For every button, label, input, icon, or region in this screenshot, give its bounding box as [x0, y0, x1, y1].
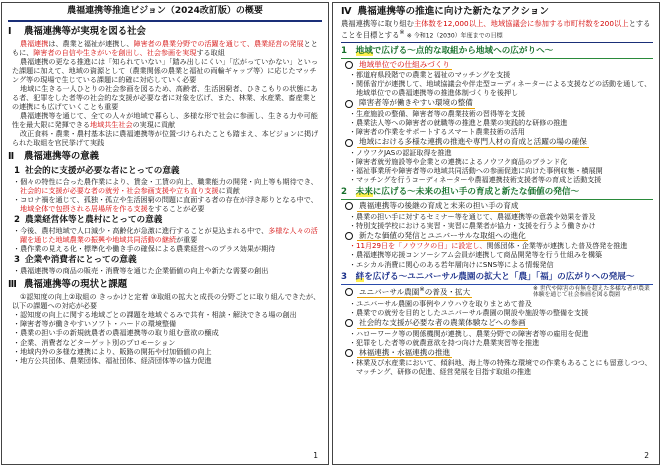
list-item: ・コロナ禍を通じて、孤独・孤立や生活困窮の問題に直面する者の存在が浮き彫りとなる中で、地域全体で包摂される居場所を作る支援をすることが必要 [13, 194, 318, 213]
subheading: 農福連携等の後継の育成と未来の担い手の育成 [345, 201, 653, 212]
paragraph: 農福連携の更なる推進には「知られていない」「踏み出しにくい」「広がっていかない」といった課題に加えて、地域の資源として（農業関係の農業と福祉の両輪ギャップ等）に応じたマッチング等の現場で生じている課題に的確に対応していく必要 [12, 56, 318, 84]
list-item: ・福祉事業所や障害者等の地域共同活動への参画促進に向けた事例収集・横展開 [349, 165, 603, 175]
list-item: ・農業の担い手に対するセミナー等を通じて、農福連携等の意義や効果を普及 [349, 211, 596, 221]
circle-icon [345, 288, 353, 296]
list-item: ・農業の担い手の新規就農者の農福連携等の取り組む意欲の醸成 [13, 328, 219, 338]
list-item: ・犯罪をした者等の就農意欲を持つ向けた農業実習等を推進 [349, 337, 540, 347]
list-item: ・地方公共団体、農業団体、福祉団体、経済団体等の協力促進 [13, 355, 212, 365]
section-heading-3: Ⅲ 農福連携等の現状と課題 [8, 279, 128, 291]
circle-icon [345, 202, 353, 210]
list-item: ・障害者就労施設等や企業との連携によるノウフク商品のブランド化 [349, 156, 568, 166]
list-item: ・エシカル消費に関心のある若年層向けにSNS等による情報発信 [349, 259, 554, 269]
bullet-list [349, 70, 653, 97]
subheading: 社会的な支援が必要な者の農業体験などへの参画 [345, 318, 653, 329]
subheading: ユニバーサル農園※の普及・拡大 ※ 世代や障害の有無を超えた多様な者が農業体験を通じて社会参画を図る農園 [345, 286, 653, 299]
footnote: ※ 世代や障害の有無を超えた多様な者が農業体験を通じて社会参画を図る農園 [533, 285, 650, 299]
page-left [1, 2, 329, 465]
section-heading-1: Ⅰ 農福連携等が実現を図る社会 [8, 25, 146, 37]
list-item: ・マッチングを行うコーディネーターや農福連携技術支援者等の育成と活動支援 [349, 174, 602, 184]
list-item: ・ノウフクJASの認証取得を推進 [349, 147, 452, 157]
list-item: ・個々の特性に合った農作業により、賃金・工賃の向上、職業能力の開発・向上等も期待でき、社会的に支援が必要な者の就労・社会参画支援や立ち直り支援に貢献 [13, 176, 318, 195]
subheading: 林福連携・水福連携の推進 [345, 348, 653, 359]
subheading: 新たな価値の発信とユニバーサルな取組への進化 [345, 231, 653, 242]
subheading: 1 社会的に支援が必要な者にとっての意義 [14, 165, 180, 176]
list-item: ・今後、農村地域で人口減少・高齢化が急激に進行することが見込まれる中で、多様な人々の活躍を通じた地域農業の振興や地域共同活動の継続が重要 [13, 225, 318, 244]
list-item: ・ハローワーク等の関係機関が連携し、農業分野での障害者等の雇用を促進 [349, 328, 589, 338]
section-heading-4: Ⅳ 農福連携等の推進に向けた新たなアクション [341, 6, 549, 17]
action-heading-3: 3 絆を広げる～ユニバーサル農園の拡大と「農」「福」の広がりへの発展～ [341, 272, 653, 285]
list-item: ・障害者等が働きやすいソフト・ハードの環境整備 [13, 319, 177, 329]
list-item: ・関係省庁が連携して、地域協議会や伴走型コーディネーターによる支援などの活動を通して、地域単位での農福連携等の推進体制づくりを後押し [349, 79, 652, 98]
bullet-list [12, 310, 322, 364]
bullet-list [349, 148, 653, 184]
list-item: ・障害者の作業をサポートするスマート農業技術の活用 [349, 127, 525, 137]
paragraph: 地域に生きる一人ひとりの社会参画を図るため、高齢者、生活困窮者、ひきこもりの状態にある者、犯罪をした者等の社会的な支援が必要な者に対象を広げ、また、林業、水産業、畜産業との連携にも広げていくことも重要 [12, 83, 318, 112]
action-heading-2: 2 未来に広げる～未来の担い手の育成と新たな価値の発信～ [341, 187, 653, 200]
list-item: ・認知度の向上に関する地域ごとの課題を地域ぐるみで共有・相談・解決できる場の創出 [13, 310, 297, 320]
list-item: ・生産施設の整備、障害者等の農業技術の習得等を支援 [349, 109, 526, 119]
list-item: ・特別支援学校における実習・実習に農業者が協力・支援を行うよう働きかけ [349, 220, 596, 230]
list-item: ・ユニバーサル農園の事例やノウハウを取りまとめて普及 [349, 298, 532, 308]
list-item: ・企業、消費者などターゲット別のプロモーション [13, 337, 176, 347]
bullet-list [349, 329, 653, 347]
circle-icon [345, 61, 353, 69]
subheading: 2 農業経営体等と農村にとっての意義 [14, 214, 163, 225]
circle-icon [345, 319, 353, 327]
circle-icon [345, 100, 353, 108]
bullet-list [349, 241, 653, 268]
list-item: ・農作業の見える化・標準化や働き手の確保による農業経営へのプラス効果が期待 [13, 243, 276, 253]
section-heading-2: Ⅱ 農福連携等の意義 [8, 151, 100, 163]
list-item: ・農福連携等の商品の販売・消費等を通じた企業価値の向上や新たな需要の創出 [13, 266, 269, 276]
page-right [332, 2, 660, 465]
circle-icon [345, 349, 353, 357]
page-number: 2 [644, 451, 649, 461]
list-item: ・地域内外の多様な連携により、販路の開拓や付加価値の向上 [13, 346, 212, 356]
paragraph: 農福連携は、農業と福祉が連携し、障害者の農業分野での活躍を通じて、農業経営の発展とともに、障害者の自信や生きがいを創出し、社会参画を実現する取組 [12, 38, 318, 57]
list-item: ・農業法人等への障害者の就職等の推進と農業の実践的な研修の推進 [349, 118, 568, 128]
bullet-list [12, 266, 322, 275]
list-item: ・都道府県段階での農業と福祉のマッチングを支援 [349, 70, 511, 80]
bullet-list [12, 226, 322, 253]
list-item: ・農福連携等応援コンソーシアム会員が連携して商品開発等を行う仕組みを構築 [349, 250, 603, 260]
list-item: ・11月29日を「ノウフクの日」に設定し、関係団体・企業等が連携した普及啓発を推進 [349, 241, 628, 251]
page-number: 1 [313, 451, 318, 461]
circle-icon [345, 232, 353, 240]
bullet-list [12, 177, 322, 213]
list-item: ・林業及び水産業において、傾斜地、海上等の特殊な環境での作業もあることにも留意しつつ、マッチング、研修の促進、経営発展を目指す取組の推進 [349, 358, 652, 377]
list-item: ・農業での就労を目的としたユニバーサル農園の開設や施設等の整備を支援 [349, 307, 589, 317]
subheading: 障害者等が働きやすい環境の整備 [345, 98, 653, 109]
bullet-list [349, 212, 653, 230]
subheading: 3 企業や消費者にとっての意義 [14, 255, 137, 266]
subheading: 地域単位での仕組みづくり [345, 60, 653, 71]
bullet-list [349, 358, 653, 376]
subheading: 地域における多様な連携の推進や専門人材の育成と活躍の場の確保 [345, 137, 653, 148]
paragraph: 改正食料・農業・農村基本法に農福連携等が位置づけられたことも踏まえ、本ビジョンに掲げられた取組を官民挙げて実践 [12, 129, 319, 148]
paragraph: ①認知度の向上②取組の きっかけと定着 ③取組の拡大と成長の分野ごとに取り組んできたが、以下の課題への対応が必要 [12, 292, 321, 311]
doc-title: 農福連携等推進ビジョン（2024改訂版）の概要 [8, 6, 322, 22]
circle-icon [345, 139, 353, 147]
bullet-list [349, 299, 653, 317]
goal-statement: 農福連携等に取り組む主体数を12,000以上、地域協議会に参加する市町村数を200以上とすることを目標とする※ ※ 令和12（2030）年度までの目標 [341, 19, 653, 42]
paragraph: 農福連携等を通じて、全ての人々が地域で暮らし、多様な形で社会に参画し、生きる力や可能性を最大限に発揮できる地域共生社会の実現に貢献 [12, 111, 318, 130]
bullet-list [349, 109, 653, 136]
action-heading-1: 1 地域で広げる～点的な取組から地域への広がりへ～ [341, 46, 653, 59]
